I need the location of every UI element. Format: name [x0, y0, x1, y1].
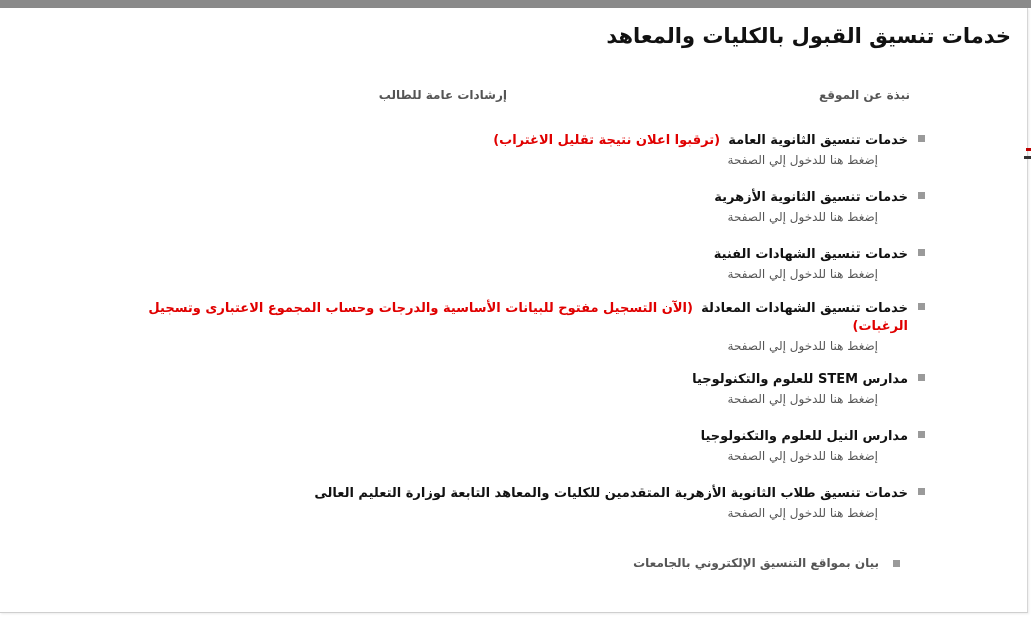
service-item	[128, 189, 908, 225]
bullet-icon	[918, 374, 925, 381]
edge-decoration-dark	[1024, 156, 1031, 159]
service-title[interactable]: خدمات تنسيق الثانوية الأزهرية	[714, 190, 908, 205]
service-item	[128, 485, 908, 521]
bullet-icon	[918, 192, 925, 199]
service-item	[128, 246, 908, 282]
service-title[interactable]: مدارس النيل للعلوم والتكنولوجيا	[700, 429, 908, 444]
enter-page-link[interactable]: إضغط هنا للدخول إلي الصفحة	[727, 267, 878, 281]
edge-decoration-red	[1026, 148, 1031, 151]
service-title[interactable]: خدمات تنسيق الشهادات الفنية	[713, 247, 908, 262]
bullet-icon	[918, 431, 925, 438]
student-guidance-link[interactable]: إرشادات عامة للطالب	[378, 88, 507, 102]
enter-page-link[interactable]: إضغط هنا للدخول إلي الصفحة	[727, 449, 878, 463]
enter-page-link[interactable]: إضغط هنا للدخول إلي الصفحة	[727, 506, 878, 520]
enter-page-link[interactable]: إضغط هنا للدخول إلي الصفحة	[727, 153, 878, 167]
service-title[interactable]: مدارس STEM للعلوم والتكنولوجيا	[692, 372, 908, 387]
page-title: خدمات تنسيق القبول بالكليات والمعاهد	[606, 24, 1011, 48]
bullet-icon	[918, 488, 925, 495]
service-item	[128, 371, 908, 407]
top-bar	[0, 0, 1031, 8]
service-note: (ترقبوا اعلان نتيجة تقليل الاغتراب)	[493, 133, 721, 148]
service-item	[118, 300, 908, 354]
bullet-icon	[918, 303, 925, 310]
bullet-icon	[918, 135, 925, 142]
service-item	[128, 428, 908, 464]
service-title[interactable]: خدمات تنسيق طلاب الثانوية الأزهرية المتقدمين للكليات والمعاهد التابعة لوزارة التعليم العالى	[314, 486, 908, 501]
bullet-icon	[918, 249, 925, 256]
enter-page-link[interactable]: إضغط هنا للدخول إلي الصفحة	[727, 392, 878, 406]
enter-page-link[interactable]: إضغط هنا للدخول إلي الصفحة	[727, 210, 878, 224]
bullet-icon	[893, 560, 900, 567]
service-title[interactable]: خدمات تنسيق الشهادات المعادلة	[701, 301, 908, 316]
enter-page-link[interactable]: إضغط هنا للدخول إلي الصفحة	[727, 339, 878, 353]
service-item	[128, 132, 908, 168]
about-site-link[interactable]: نبذة عن الموقع	[818, 88, 910, 102]
service-note: (الآن التسجيل مفتوح للبيانات الأساسية والدرجات وحساب المجموع الاعتبارى وتسجيل الرغبات)	[148, 301, 908, 334]
university-sites-link[interactable]: بيان بمواقع التنسيق الإلكتروني بالجامعات	[633, 556, 879, 570]
service-title[interactable]: خدمات تنسيق الثانوية العامة	[728, 133, 908, 148]
